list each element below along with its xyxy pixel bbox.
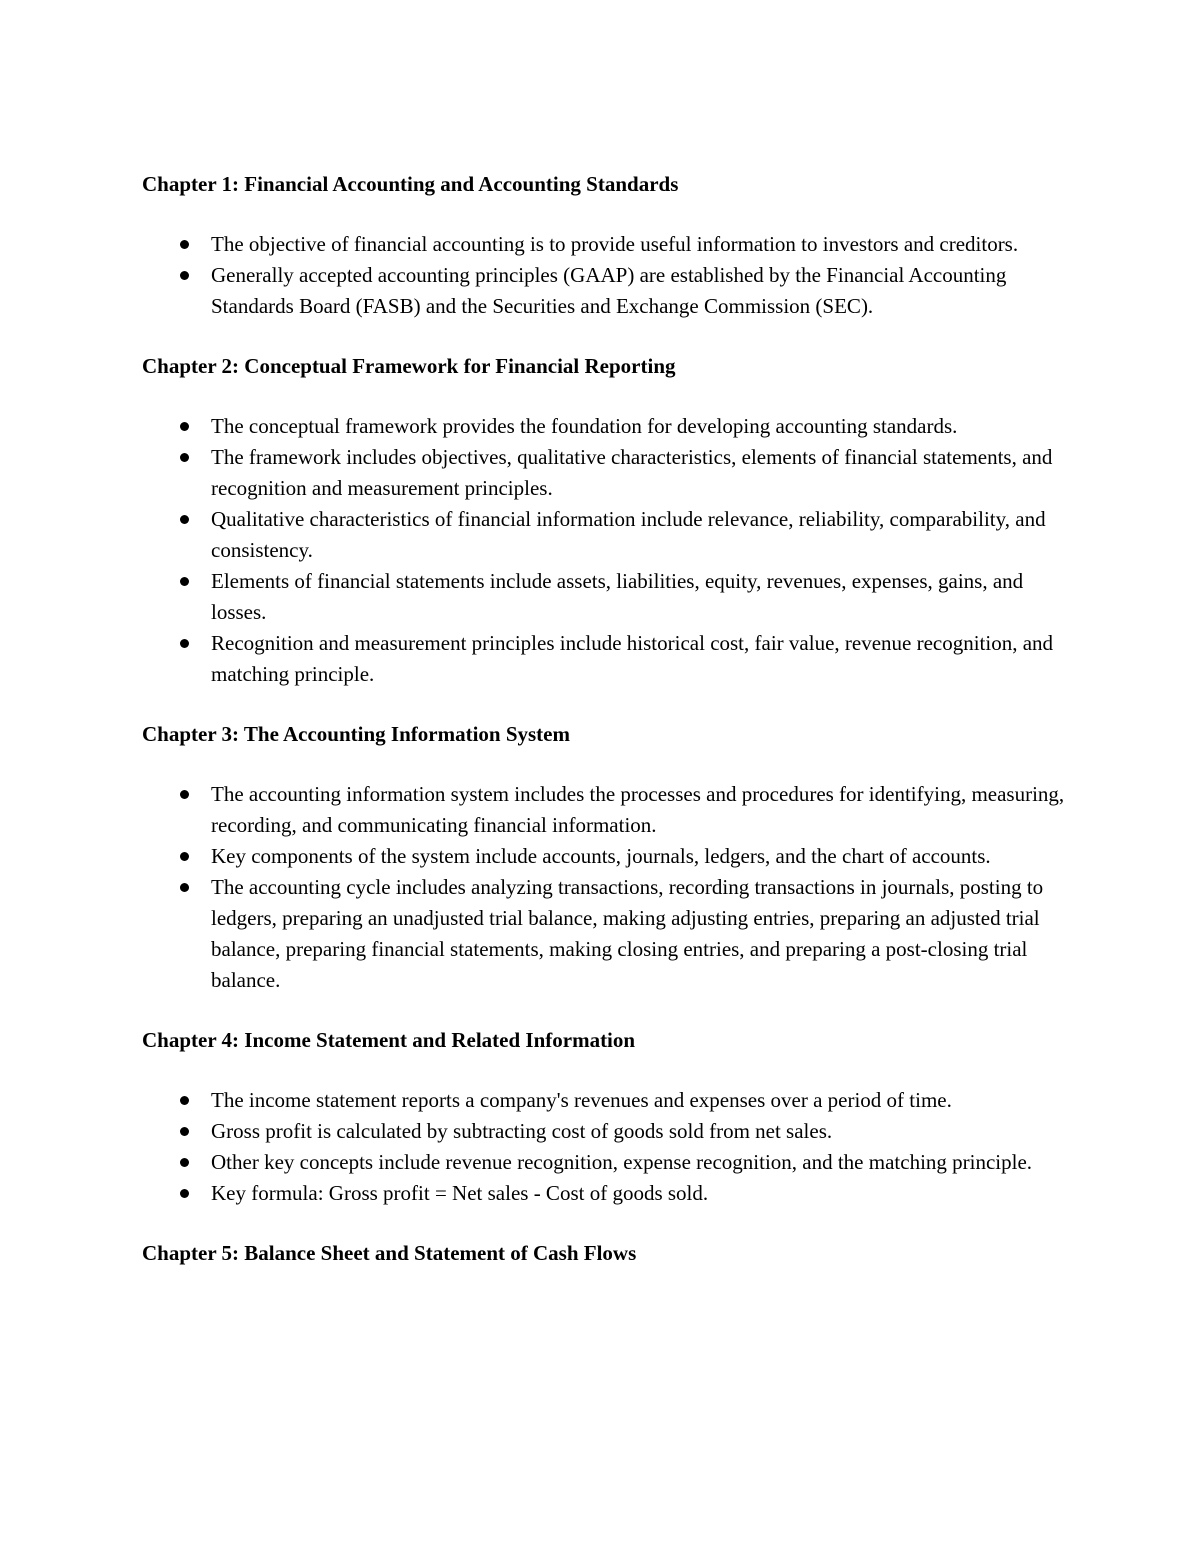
document-content: [142, 169, 1072, 1269]
bullet-dot-icon: [180, 453, 189, 462]
chapter-4-bullet-list: [142, 1085, 1072, 1209]
bullet-dot-icon: [180, 883, 189, 892]
bullet-item: [142, 841, 1072, 872]
bullet-item: [142, 1178, 1072, 1209]
bullet-dot-icon: [180, 1158, 189, 1167]
bullet-dot-icon: [180, 515, 189, 524]
bullet-item: [142, 442, 1072, 504]
bullet-dot-icon: [180, 577, 189, 586]
bullet-text: Elements of financial statements include assets, liabilities, equity, revenues, expenses, gains, and losses.: [211, 569, 1024, 624]
chapter-1-heading: Chapter 1: Financial Accounting and Accounting Standards: [142, 172, 679, 196]
bullet-dot-icon: [180, 1189, 189, 1198]
bullet-text: The objective of financial accounting is to provide useful information to investors and creditors.: [211, 232, 1019, 256]
chapter-4-heading: Chapter 4: Income Statement and Related Information: [142, 1028, 636, 1052]
bullet-dot-icon: [180, 271, 189, 280]
bullet-text: The framework includes objectives, qualitative characteristics, elements of financial statements, and recognition and measurement principles.: [211, 445, 1053, 500]
bullet-item: [142, 779, 1072, 841]
bullet-text: Key formula: Gross profit = Net sales - Cost of goods sold.: [211, 1181, 709, 1205]
bullet-item: [142, 1116, 1072, 1147]
bullet-text: Gross profit is calculated by subtracting cost of goods sold from net sales.: [211, 1119, 833, 1143]
bullet-text: The accounting cycle includes analyzing transactions, recording transactions in journals, posting to ledgers, preparing an unadjusted trial balance, making adjusting entries, preparing an adjusted trial balance, preparing financial statements, making closing entries, and preparing a post-closing trial balance.: [211, 875, 1044, 992]
bullet-item: [142, 628, 1072, 690]
chapter-3-bullet-list: [142, 779, 1072, 996]
bullet-text: Qualitative characteristics of financial information include relevance, reliability, comparability, and consistency.: [211, 507, 1046, 562]
bullet-item: [142, 872, 1072, 996]
bullet-dot-icon: [180, 1096, 189, 1105]
bullet-dot-icon: [180, 790, 189, 799]
bullet-text: Recognition and measurement principles include historical cost, fair value, revenue recognition, and matching principle.: [211, 631, 1054, 686]
bullet-dot-icon: [180, 422, 189, 431]
bullet-item: [142, 411, 1072, 442]
chapter-5-heading: Chapter 5: Balance Sheet and Statement of Cash Flows: [142, 1241, 637, 1265]
chapter-1-bullet-list: [142, 229, 1072, 322]
chapter-3-heading: Chapter 3: The Accounting Information System: [142, 722, 570, 746]
bullet-dot-icon: [180, 639, 189, 648]
bullet-dot-icon: [180, 1127, 189, 1136]
bullet-item: [142, 229, 1072, 260]
bullet-item: [142, 1147, 1072, 1178]
bullet-text: Other key concepts include revenue recognition, expense recognition, and the matching principle.: [211, 1150, 1033, 1174]
bullet-text: Generally accepted accounting principles (GAAP) are established by the Financial Accounting Standards Board (FASB) and the Securities and Exchange Commission (SEC).: [211, 263, 1007, 318]
bullet-text: The conceptual framework provides the foundation for developing accounting standards.: [211, 414, 958, 438]
bullet-dot-icon: [180, 852, 189, 861]
bullet-item: [142, 260, 1072, 322]
bullet-item: [142, 1085, 1072, 1116]
bullet-item: [142, 566, 1072, 628]
bullet-item: [142, 504, 1072, 566]
chapter-2-heading: Chapter 2: Conceptual Framework for Financial Reporting: [142, 354, 676, 378]
bullet-dot-icon: [180, 240, 189, 249]
bullet-text: The income statement reports a company's revenues and expenses over a period of time.: [211, 1088, 952, 1112]
chapter-2-bullet-list: [142, 411, 1072, 690]
bullet-text: The accounting information system includes the processes and procedures for identifying, measuring, recording, and communicating financial information.: [211, 782, 1065, 837]
bullet-text: Key components of the system include accounts, journals, ledgers, and the chart of accounts.: [211, 844, 991, 868]
